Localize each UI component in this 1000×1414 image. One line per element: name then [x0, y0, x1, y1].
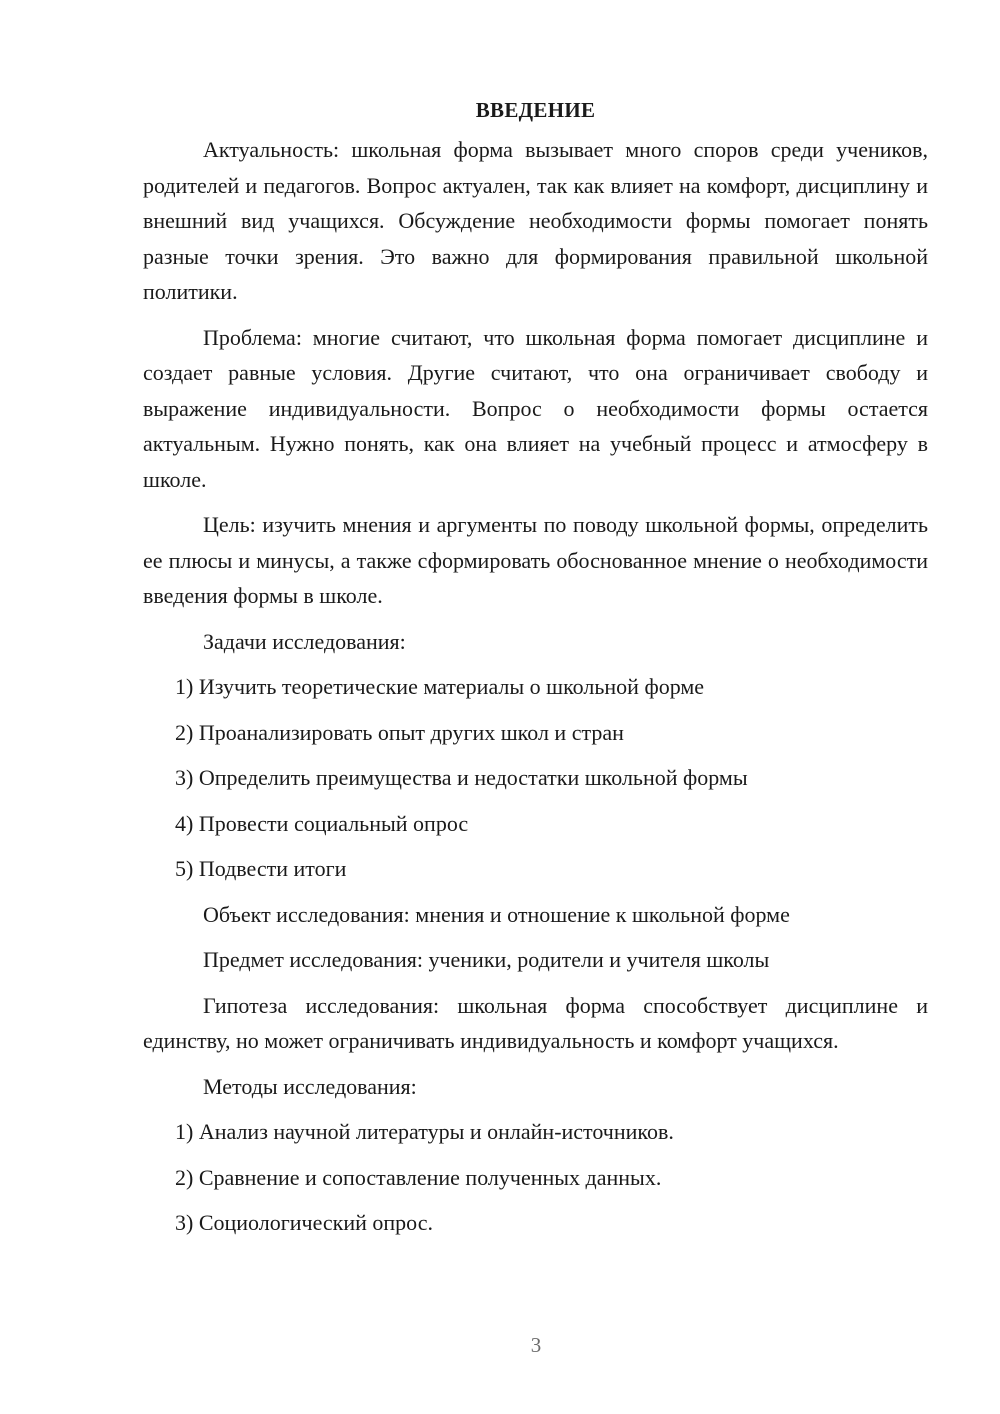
list-item: 2) Сравнение и сопоставление полученных данных. [175, 1164, 662, 1190]
research-object: Объект исследования: мнения и отношение к школьной форме [203, 901, 790, 927]
goal-paragraph: Цель: изучить мнения и аргументы по поводу школьной формы, определить ее плюсы и минусы, а также сформировать обоснованное мнение о необходимости введения формы в школе. [143, 512, 928, 608]
list-item: 1) Изучить теоретические материалы о школьной форме [175, 674, 705, 699]
page-title: ВВЕДЕНИЕ [475, 98, 596, 122]
list-item: 3) Определить преимущества и недостатки школьной формы [175, 765, 748, 790]
tasks-list [143, 669, 928, 887]
tasks-heading: Задачи исследования: [203, 628, 406, 654]
relevance-paragraph: Актуальность: школьная форма вызывает много споров среди учеников, родителей и педагогов. Вопрос актуален, так как влияет на комфорт, дисциплину и внешний вид учащихся. Обсуждение необходимости формы помогает понять разные точки зрения. Это важно для формирования правильной школьной политики. [143, 137, 928, 304]
page-number: 3 [530, 1333, 542, 1357]
research-subject: Предмет исследования: ученики, родители и учителя школы [203, 947, 770, 972]
list-item: 5) Подвести итоги [175, 856, 347, 881]
document-page [143, 94, 928, 1251]
hypothesis-paragraph: Гипотеза исследования: школьная форма способствует дисциплине и единству, но может ограничивать индивидуальность и комфорт учащихся. [143, 992, 928, 1053]
problem-paragraph: Проблема: многие считают, что школьная форма помогает дисциплине и создает равные условия. Другие считают, что она ограничивает свободу и выражение индивидуальности. Вопрос о необходимости формы остается актуальным. Нужно понять, как она влияет на учебный процесс и атмосферу в школе. [143, 324, 928, 492]
methods-heading: Методы исследования: [203, 1073, 417, 1099]
list-item: 1) Анализ научной литературы и онлайн-источников. [175, 1119, 674, 1144]
methods-list [143, 1114, 928, 1241]
list-item: 3) Социологический опрос. [175, 1210, 433, 1235]
list-item: 4) Провести социальный опрос [175, 810, 469, 836]
list-item: 2) Проанализировать опыт других школ и стран [175, 719, 624, 745]
